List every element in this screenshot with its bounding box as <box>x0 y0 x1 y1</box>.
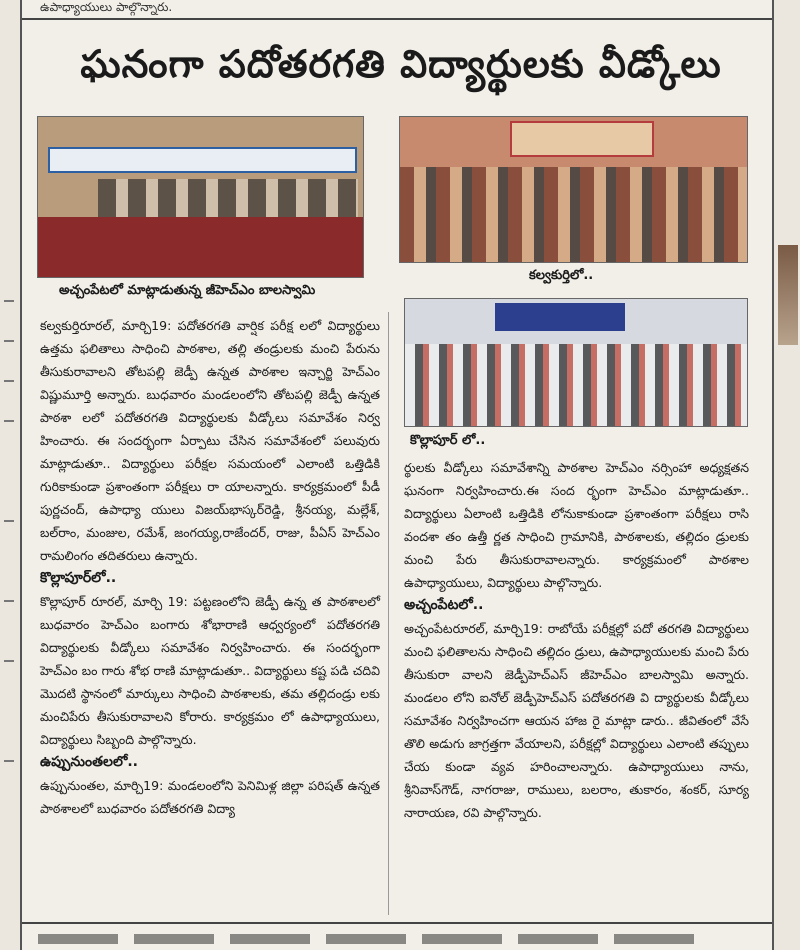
photo-kalwakurthy-group <box>399 116 748 263</box>
top-divider <box>22 18 772 20</box>
photo3-caption: కొల్లాపూర్ లో.. <box>410 433 486 448</box>
adjacent-photo <box>778 245 798 345</box>
subheading-kollapur: కొల్లాపూర్‌లో.. <box>40 570 117 586</box>
photo-achampet-speech <box>37 116 364 278</box>
paragraph-kollapur: కొల్లాపూర్ రూరల్, మార్చి 19: పట్టణంలోని జెడ్పీ ఉన్న త పాఠశాలలో బుధవారం హెచ్ఎం బంగారు శోభారాణి ఆధ్వర్యంలో పదోతరగతి విద్యార్థులకు వీడ్కోలు సమావేశం నిర్వహించారు. ఈ సందర్భంగా హెచ్ఎం బం గారు శోభ రాణి మాట్లాడుతూ.. విద్యార్థులు కష్ట పడి చదివి మొదటి స్థానంలో మార్కులు సాధించి పాఠశాలకు, తమ తల్లిదండ్రు లకు మంచిపేరు తీసుకురావాలని కోరారు. కార్యక్రమం లో ఉపాధ్యాయులు, విద్యార్థులు సిబ్బంది పాల్గొన్నారు. <box>40 594 380 747</box>
previous-article-snippet: ఉపాధ్యాయులు పాల్గొన్నారు. <box>40 0 173 14</box>
bottom-divider <box>22 922 772 924</box>
paragraph-kalwakurthy: కల్వకుర్తిరూరల్, మార్చి19: పదోతరగతి వార్షిక పరీక్ష లలో విద్యార్థులు ఉత్తమ ఫలితాలు సాధించి పాఠశాల, తల్లి తండ్రులకు మంచి పేరును తీసుకురావాలని తోటపల్లి జెడ్పీ ఉన్నత పాఠశాల ఇన్చార్జి హెచ్ఎం విష్ణుమూర్తి అన్నారు. బుధవారం మండలంలోని తోటపల్లి జెడ్పీ ఉన్నత పాఠశా లలో పదోతరగతి విద్యార్థులకు వీడ్కోలు సమావేశం నిర్వ హించారు. ఈ సందర్భంగా ఏర్పాటు చేసిన సమావేశంలో పలువురు మాట్లాడుతూ.. విద్యార్థులు పరీక్షల సమయంలో ఎలాంటి ఒత్తిడికి గురికాకుండా ప్రశాంతంగా పరీక్షలు రా యాలన్నారు. కార్యక్రమంలో పీడీ పుర్ణచంద్, ఉపాధ్యా యులు విజయ్‌భాస్కర్‌రెడ్డి, శ్రీనయ్య, మల్లేశ్, బల్‌రాం, మంజుల, రమేశ్, జంగయ్య,రాజేందర్, రాజు, పీఏస్ హెచ్ఎం రామలింగం తదితరులు ఉన్నారు. <box>40 318 380 563</box>
article-headline: ఘనంగా పదోతరగతి విద్యార్థులకు వీడ్కోలు <box>80 42 722 86</box>
photo1-caption: అచ్చంపేటలో మాట్లాడుతున్న జీహెచ్ఎం బాలస్వామి <box>59 283 316 298</box>
article-column-2 <box>404 456 749 824</box>
paragraph-uppununthala: ఉప్పునుంతల, మార్చి19: మండలంలోని పెనిమిళ్ల జిల్లా పరిషత్ ఉన్నత పాఠశాలలో బుధవారం పదోతరగతి విద్యా <box>40 778 380 816</box>
article-column-1 <box>40 314 380 820</box>
paragraph-uppununthala-cont: ర్థులకు వీడ్కోలు సమావేశాన్ని పాఠశాల హెచ్ఎం నర్సింహా అధ్యక్షతన ఘనంగా నిర్వహించారు.ఈ సంద ర్భంగా హెచ్ఎం మాట్లాడుతూ.. విద్యార్థులు ఏలాంటి ఒత్తిడికి లోనుకాకుండా ప్రశాంతంగా పరీక్షలు రాసి వందశా తం ఉత్తీ ర్ణత సాధించి గ్రామానికి, పాఠశాలకు, తల్లిదం డ్రులకు మంచి పేరు తీసుకురావాలన్నారు. కార్యక్రమంలో పాఠశాల ఉపాధ్యాయులు, విద్యార్థులు పాల్గొన్నారు. <box>404 460 749 590</box>
next-article-headline-cutoff <box>30 928 770 950</box>
adjacent-column-left <box>0 0 22 950</box>
photo2-caption: కల్వకుర్తిలో.. <box>529 268 594 283</box>
subheading-achampet: అచ్చంపేటలో.. <box>404 597 484 613</box>
paragraph-achampet: అచ్చంపేటరూరల్, మార్చి19: రాబోయే పరీక్షల్లో పదో తరగతి విద్యార్థులు మంచి ఫలితాలను సాధించి తల్లిదం డ్రులు, ఉపాధ్యాయులకు మంచి పేరు తీసుకురా వాలని జెడ్పీహెచ్ఎస్ జీహెచ్ఎం బాలస్వామి అన్నారు. మండలం లోని ఐనోల్ జెడ్పీహెచ్ఎస్ పదోతరగతి వి ద్యార్థులకు వీడ్కోలు సమావేశం నిర్వహించగా ఆయన హాజ రై మాట్లా డారు.. జీవితంలో వేసే తొలి అడుగు జాగ్రత్తగా వేయాలని, పరీక్షల్లో విద్యార్థులు ఎలాంటి తప్పులు చేయ కుండా వ్యవ హరించాలన్నారు. ఉపాధ్యాయులు నాను, శ్రీనివాస్‌గౌడ్, నాగరాజు, రాములు, బలరాం, తుకారం, శంకర్, సూర్య నారాయణ, రవి పాల్గొన్నారు. <box>404 621 749 820</box>
subheading-uppununthala: ఉప్పునుంతలలో.. <box>40 754 138 770</box>
column-divider <box>388 312 389 915</box>
adjacent-column-right <box>772 0 800 950</box>
photo-kollapur-group <box>404 298 748 427</box>
